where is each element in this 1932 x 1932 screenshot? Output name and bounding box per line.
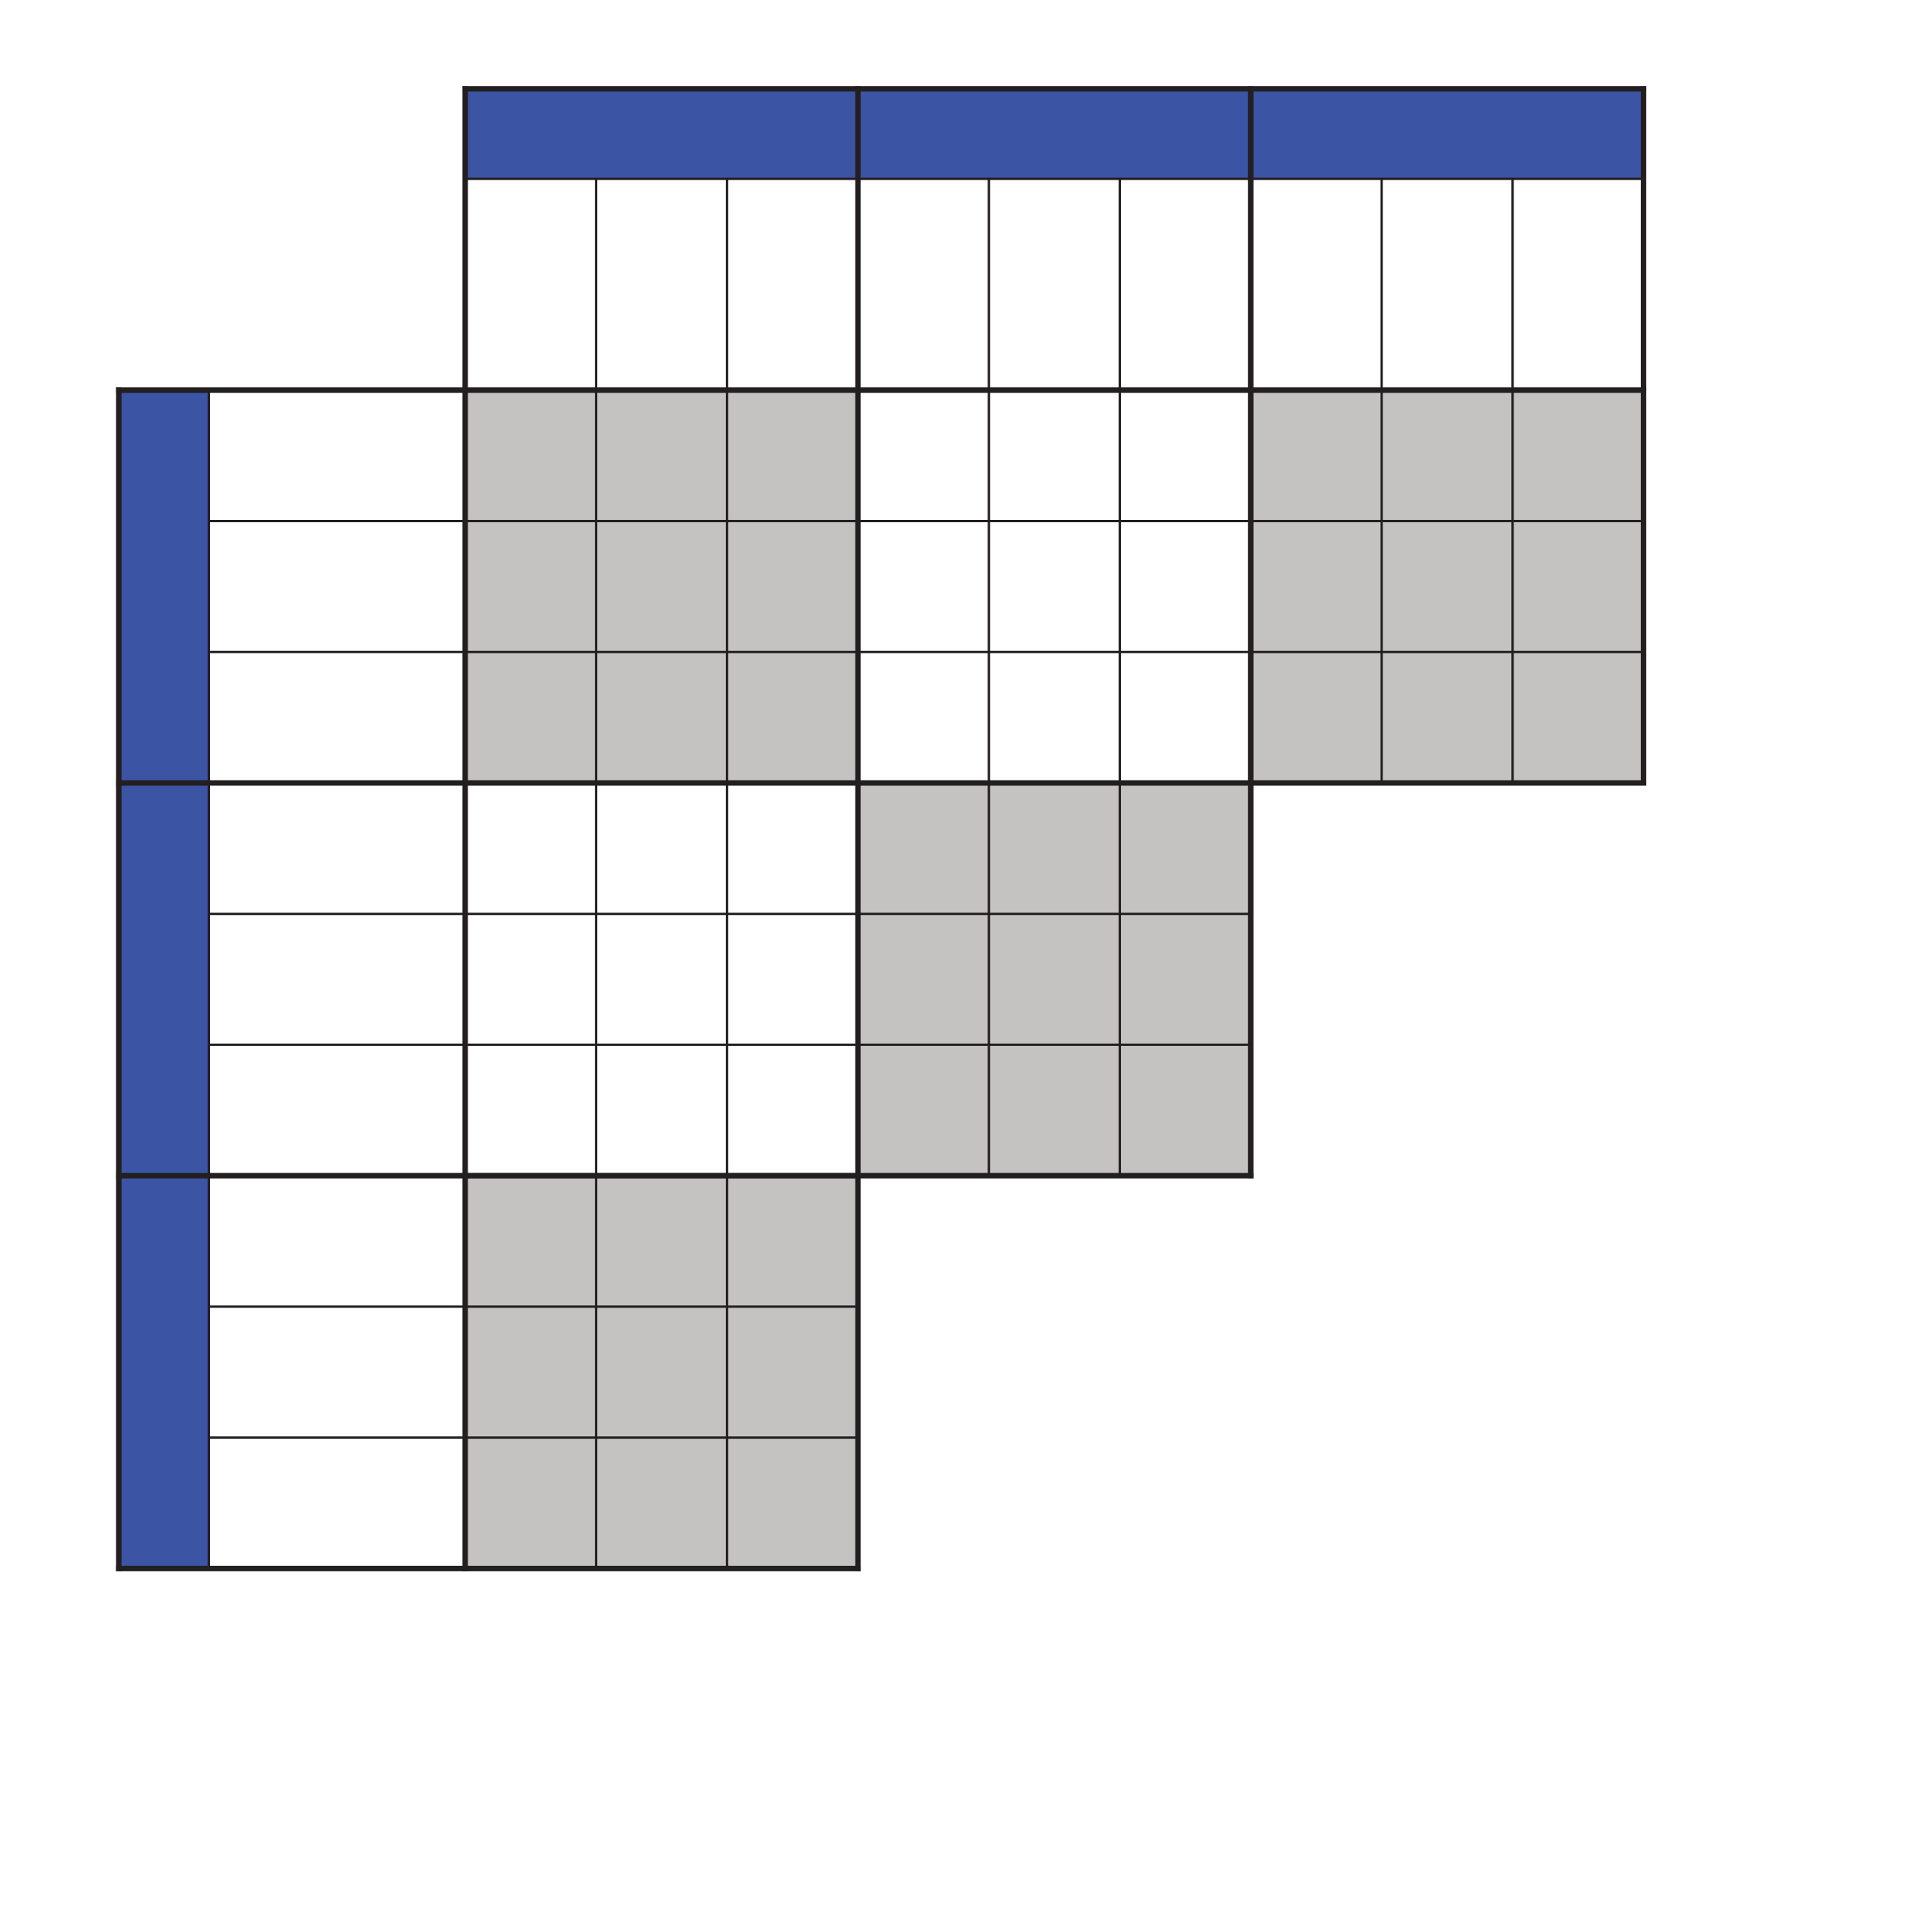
grid-cell[interactable] (1120, 914, 1251, 1045)
grid-cell[interactable] (596, 652, 728, 783)
grid-cell[interactable] (465, 1307, 596, 1438)
grid-cell[interactable] (1382, 652, 1513, 783)
column-label-cell (989, 179, 1120, 390)
grid-cell[interactable] (596, 1176, 728, 1307)
grid-cell[interactable] (1251, 652, 1382, 783)
grid-cell[interactable] (1120, 783, 1251, 914)
grid-cell[interactable] (1120, 652, 1251, 783)
grid-cell[interactable] (596, 1438, 728, 1569)
grid-cell[interactable] (465, 914, 596, 1045)
grid-cell[interactable] (989, 1044, 1120, 1176)
grid-cell[interactable] (858, 783, 989, 914)
grid-cell[interactable] (989, 521, 1120, 653)
grid-cell[interactable] (465, 1044, 596, 1176)
grid-cell[interactable] (1251, 390, 1382, 521)
grid-cell[interactable] (596, 1044, 728, 1176)
grid-cell[interactable] (465, 652, 596, 783)
row-group-header-month (119, 783, 208, 1176)
grid-cell[interactable] (858, 1044, 989, 1176)
column-label-cell (1251, 179, 1382, 390)
row-label-united (209, 1438, 465, 1569)
grid-cell[interactable] (465, 1438, 596, 1569)
column-label-cell (727, 179, 858, 390)
grid-cell[interactable] (727, 1176, 858, 1307)
grid-cell[interactable] (727, 783, 858, 914)
column-label-cell (465, 179, 596, 390)
column-group-header-investigated-by (858, 89, 1251, 179)
column-group-header-month (1251, 89, 1643, 179)
grid-cell[interactable] (858, 914, 989, 1045)
grid-cell[interactable] (596, 1307, 728, 1438)
grid-cell[interactable] (465, 783, 596, 914)
grid-cell[interactable] (727, 914, 858, 1045)
grid-cell[interactable] (989, 914, 1120, 1045)
grid-cell[interactable] (1513, 652, 1644, 783)
row-label-bethany (209, 521, 465, 653)
row-label-december (209, 914, 465, 1045)
row-label-cameron (209, 652, 465, 783)
grid-cell[interactable] (727, 1307, 858, 1438)
grid-cell[interactable] (858, 652, 989, 783)
grid-cell[interactable] (989, 652, 1120, 783)
grid-cell[interactable] (1120, 521, 1251, 653)
grid-cell[interactable] (1382, 521, 1513, 653)
column-label-cell (1382, 179, 1513, 390)
row-label-november (209, 783, 465, 914)
grid-cell[interactable] (465, 390, 596, 521)
grid-cell[interactable] (858, 521, 989, 653)
grid-cell[interactable] (596, 521, 728, 653)
grid-cell[interactable] (1513, 390, 1644, 521)
row-label-tasha (209, 390, 465, 521)
row-group-header-hackers (119, 390, 208, 783)
grid-cell[interactable] (727, 652, 858, 783)
row-label-homeland-security (209, 1307, 465, 1438)
column-label-cell (1513, 179, 1644, 390)
grid-cell[interactable] (727, 1044, 858, 1176)
grid-cell[interactable] (727, 1438, 858, 1569)
grid-cell[interactable] (989, 390, 1120, 521)
row-group-header-investigated-by (119, 1176, 208, 1568)
grid-cell[interactable] (1513, 521, 1644, 653)
column-label-cell (1120, 179, 1251, 390)
grid-cell[interactable] (596, 914, 728, 1045)
grid-cell[interactable] (596, 390, 728, 521)
grid-cell[interactable] (596, 783, 728, 914)
grid-cell[interactable] (465, 1176, 596, 1307)
grid-cell[interactable] (727, 521, 858, 653)
grid-cell[interactable] (1251, 521, 1382, 653)
row-label-july (209, 1044, 465, 1176)
grid-cell[interactable] (1120, 1044, 1251, 1176)
grid-cell[interactable] (727, 390, 858, 521)
column-group-header-companies (465, 89, 858, 179)
grid-cell[interactable] (1120, 390, 1251, 521)
grid-cell[interactable] (858, 390, 989, 521)
grid-cell[interactable] (1382, 390, 1513, 521)
grid-cell[interactable] (465, 521, 596, 653)
grid-cell[interactable] (989, 783, 1120, 914)
column-label-cell (858, 179, 989, 390)
row-label-fbi (209, 1176, 465, 1307)
column-label-cell (596, 179, 728, 390)
